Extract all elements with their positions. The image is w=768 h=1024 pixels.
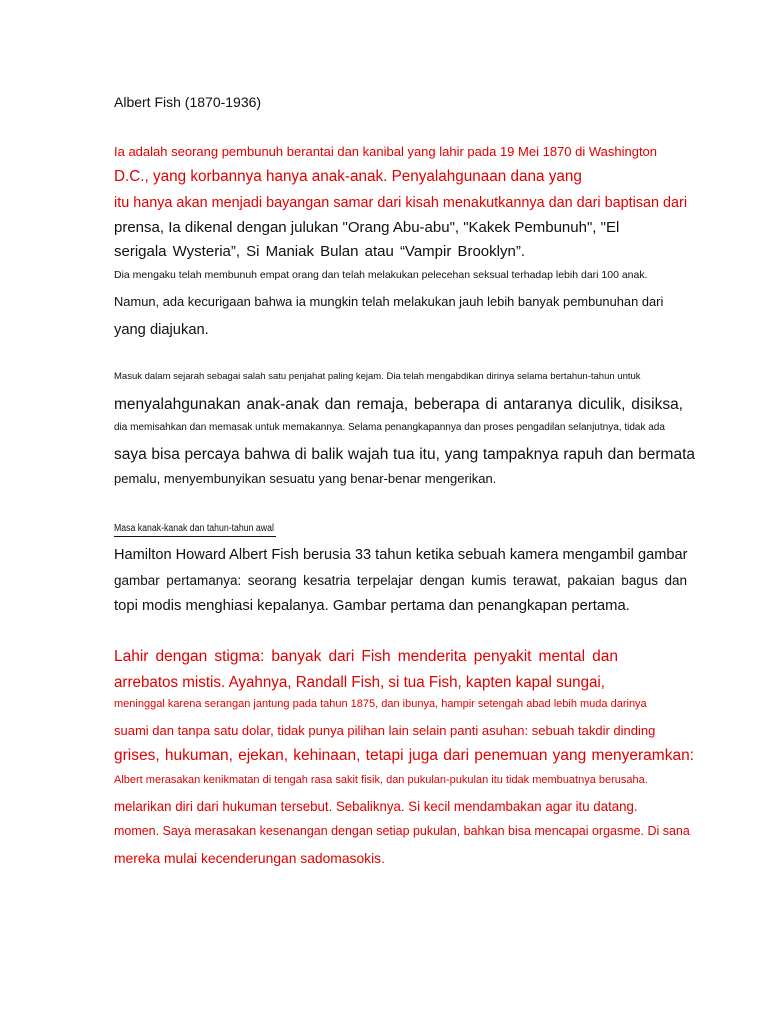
intro-line-5: serigala Wysteria”, Si Maniak Bulan atau “Vampir Brooklyn”. — [114, 243, 525, 260]
stigma-line-2: arrebatos mistis. Ayahnya, Randall Fish, si tua Fish, kapten kapal sungai, — [114, 674, 606, 691]
intro-line-8: yang diajukan. — [114, 321, 209, 338]
stigma-line-8: momen. Saya merasakan kesenangan dengan setiap pukulan, bahkan bisa mencapai orgasme. Di sana — [114, 824, 690, 838]
stigma-line-1: Lahir dengan stigma: banyak dari Fish menderita penyakit mental dan — [114, 648, 618, 665]
stigma-line-6: Albert merasakan kenikmatan di tengah rasa sakit fisik, dan pukulan-pukulan itu tidak membuatnya berusaha. — [114, 774, 648, 786]
stigma-line-4: suami dan tanpa satu dolar, tidak punya pilihan lain selain panti asuhan: sebuah takdir dinding — [114, 723, 656, 738]
childhood-line-1: Hamilton Howard Albert Fish berusia 33 tahun ketika sebuah kamera mengambil gambar — [114, 546, 688, 563]
intro-line-1: Ia adalah seorang pembunuh berantai dan kanibal yang lahir pada 19 Mei 1870 di Washington — [114, 144, 658, 159]
stigma-line-5: grises, hukuman, ejekan, kehinaan, tetapi juga dari penemuan yang menyeramkan: — [114, 747, 694, 764]
intro-line-6: Dia mengaku telah membunuh empat orang dan telah melakukan pelecehan seksual terhadap lebih dari 100 anak. — [114, 269, 648, 281]
history-line-5: pemalu, menyembunyikan sesuatu yang benar-benar mengerikan. — [114, 471, 497, 486]
document-title: Albert Fish (1870-1936) — [114, 94, 262, 110]
history-line-1: Masuk dalam sejarah sebagai salah satu penjahat paling kejam. Dia telah mengabdikan dirinya selama bertahun-tahun untuk — [114, 371, 641, 382]
childhood-line-2: gambar pertamanya: seorang kesatria terpelajar dengan kumis terawat, pakaian bagus dan — [114, 573, 687, 588]
stigma-line-7: melarikan diri dari hukuman tersebut. Sebaliknya. Si kecil mendambakan agar itu datang. — [114, 798, 638, 814]
intro-line-4: prensa, Ia dikenal dengan julukan "Orang Abu-abu", "Kakek Pembunuh", "El — [114, 219, 620, 236]
childhood-line-3: topi modis menghiasi kepalanya. Gambar pertama dan penangkapan pertama. — [114, 597, 630, 614]
stigma-line-9: mereka mulai kecenderungan sadomasokis. — [114, 850, 385, 866]
intro-line-3: itu hanya akan menjadi bayangan samar dari kisah menakutkannya dan dari baptisan dari — [114, 194, 688, 211]
history-line-2: menyalahgunakan anak-anak dan remaja, beberapa di antaranya diculik, disiksa, — [114, 396, 683, 413]
intro-line-2: D.C., yang korbannya hanya anak-anak. Penyalahgunaan dana yang — [114, 168, 582, 185]
history-line-4: saya bisa percaya bahwa di balik wajah tua itu, yang tampaknya rapuh dan bermata — [114, 446, 695, 463]
section-heading: Masa kanak-kanak dan tahun-tahun awal — [114, 523, 274, 534]
stigma-line-3: meninggal karena serangan jantung pada tahun 1875, dan ibunya, hampir setengah abad lebih muda darinya — [114, 698, 647, 710]
section-heading-underline — [114, 536, 276, 537]
intro-line-7: Namun, ada kecurigaan bahwa ia mungkin telah melakukan jauh lebih banyak pembunuhan dari — [114, 294, 664, 309]
history-line-3: dia memisahkan dan memasak untuk memakannya. Selama penangkapannya dan proses pengadilan selanjutnya, tidak ada — [114, 422, 665, 433]
